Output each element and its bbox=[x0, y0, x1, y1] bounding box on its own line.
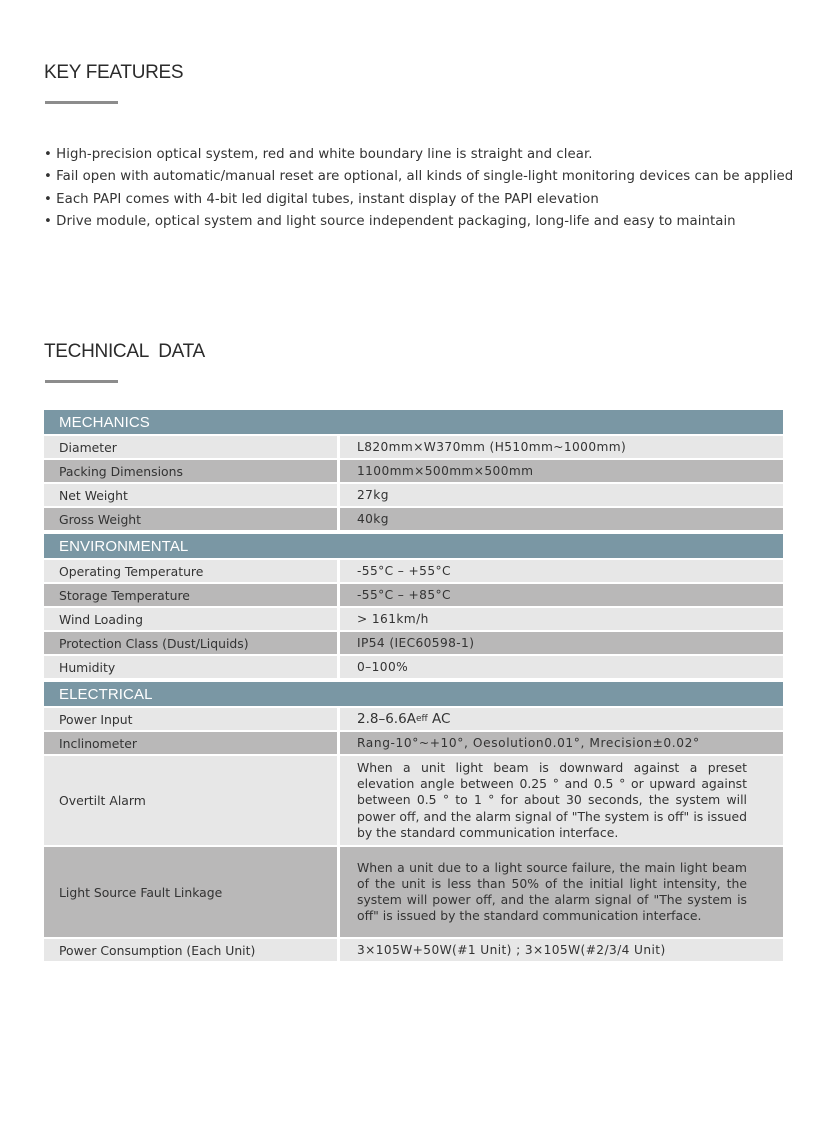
table-row bbox=[44, 630, 783, 654]
table-row bbox=[44, 434, 783, 458]
feature-item: • Drive module, optical system and light source independent packaging, long-life and easy to maintain bbox=[44, 213, 736, 229]
table-row bbox=[44, 558, 783, 582]
row-label: Overtilt Alarm bbox=[44, 756, 337, 845]
row-label: Humidity bbox=[44, 656, 337, 678]
key-features-heading: KEY FEATURES bbox=[44, 62, 184, 83]
technical-data-table bbox=[44, 410, 783, 961]
table-row bbox=[44, 706, 783, 730]
row-value bbox=[340, 708, 783, 730]
row-value: IP54 (IEC60598-1) bbox=[340, 632, 783, 654]
table-row bbox=[44, 937, 783, 961]
row-value: -55°C – +85°C bbox=[340, 584, 783, 606]
table-row bbox=[44, 606, 783, 630]
row-value: When a unit light beam is downward against a preset elevation angle between 0.25 ° and 0.5 ° or upward against between 0.5 ° to 1 ° for about 30 seconds, the system will power off, and the alarm signal of "The system is off" is issued by the standard communication interface. bbox=[340, 756, 783, 845]
feature-item: • Each PAPI comes with 4-bit led digital tubes, instant display of the PAPI elevation bbox=[44, 191, 599, 207]
power-input-value: 2.8–6.6A bbox=[357, 711, 416, 727]
row-value: -55°C – +55°C bbox=[340, 560, 783, 582]
row-label: Operating Temperature bbox=[44, 560, 337, 582]
section-header-mechanics: MECHANICS bbox=[44, 410, 783, 434]
key-features-list bbox=[44, 144, 793, 233]
row-value: 1100mm×500mm×500mm bbox=[340, 460, 783, 482]
feature-item: • Fail open with automatic/manual reset are optional, all kinds of single-light monitoring devices can be applied bbox=[44, 169, 794, 185]
row-value: > 161km/h bbox=[340, 608, 783, 630]
technical-data-heading: TECHNICAL DATA bbox=[44, 341, 205, 362]
table-row bbox=[44, 582, 783, 606]
technical-data-rule bbox=[45, 380, 118, 383]
power-input-subscript: eff bbox=[415, 714, 428, 724]
section-header-environmental: ENVIRONMENTAL bbox=[44, 534, 783, 558]
key-features-rule bbox=[45, 101, 118, 104]
row-value: 0–100% bbox=[340, 656, 783, 678]
row-value: When a unit due to a light source failure, the main light beam of the unit is less than 50% of the initial light intensity, the system will power off, and the alarm signal of "The system is off" is issued by the standard communication interface. bbox=[340, 847, 783, 937]
row-label: Protection Class (Dust/Liquids) bbox=[44, 632, 337, 654]
section-header-electrical: ELECTRICAL bbox=[44, 682, 783, 706]
row-value: L820mm×W370mm (H510mm~1000mm) bbox=[340, 436, 783, 458]
table-row bbox=[44, 730, 783, 754]
row-value: 40kg bbox=[340, 508, 783, 530]
table-row bbox=[44, 654, 783, 678]
row-label: Light Source Fault Linkage bbox=[44, 847, 337, 937]
table-row bbox=[44, 482, 783, 506]
row-label: Diameter bbox=[44, 436, 337, 458]
row-label: Inclinometer bbox=[44, 732, 337, 754]
row-value: 3×105W+50W(#1 Unit) ; 3×105W(#2/3/4 Unit) bbox=[340, 939, 783, 961]
row-label: Power Input bbox=[44, 708, 337, 730]
table-row bbox=[44, 458, 783, 482]
feature-item: • High-precision optical system, red and white boundary line is straight and clear. bbox=[44, 147, 593, 162]
row-value: Rang-10°~+10°, Oesolution0.01°, Mrecision±0.02° bbox=[340, 732, 783, 754]
table-row bbox=[44, 845, 783, 937]
row-label: Wind Loading bbox=[44, 608, 337, 630]
table-row bbox=[44, 506, 783, 530]
row-label: Power Consumption (Each Unit) bbox=[44, 939, 337, 961]
power-input-suffix: AC bbox=[427, 711, 451, 727]
table-row bbox=[44, 754, 783, 845]
row-label: Net Weight bbox=[44, 484, 337, 506]
row-label: Packing Dimensions bbox=[44, 460, 337, 482]
row-label: Storage Temperature bbox=[44, 584, 337, 606]
row-value: 27kg bbox=[340, 484, 783, 506]
row-label: Gross Weight bbox=[44, 508, 337, 530]
